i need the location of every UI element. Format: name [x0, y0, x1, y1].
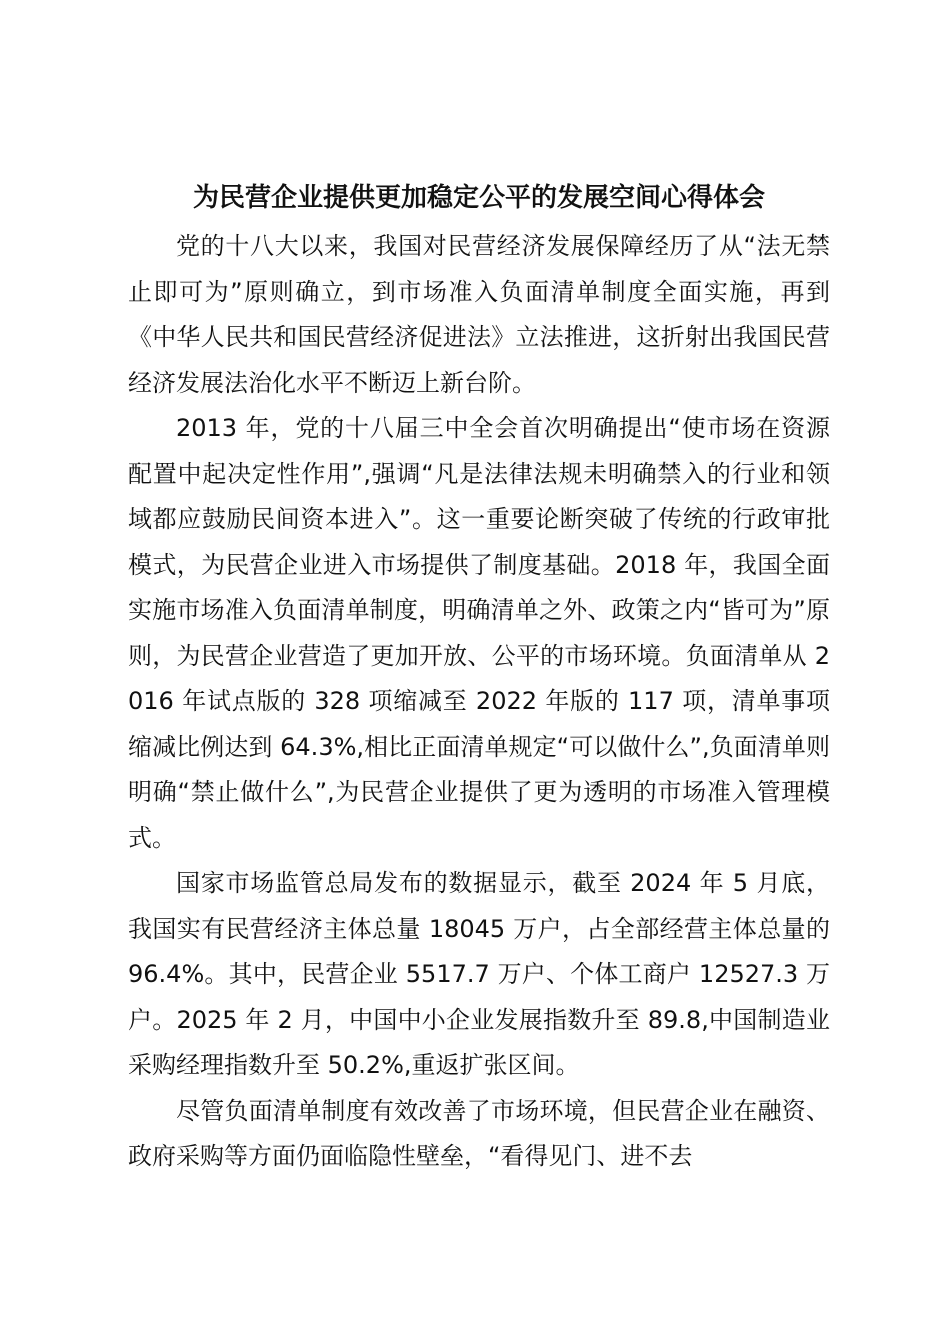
paragraph-1: 党的十八大以来，我国对民营经济发展保障经历了从“法无禁止即可为”原则确立，到市场准入负面清单制度全面实施，再到《中华人民共和国民营经济促进法》立法推进，这折射出我国民营经济发展法治化水平不断迈上新台阶。: [128, 232, 830, 397]
paragraph-2: 2013 年，党的十八届三中全会首次明确提出“使市场在资源配置中起决定性作用”,强调“凡是法律法规未明确禁入的行业和领域都应鼓励民间资本进入”。这一重要论断突破了传统的行政审批模式，为民营企业进入市场提供了制度基础。2018 年，我国全面实施市场准入负面清单制度，明确清单之外、政策之内“皆可为”原则，为民营企业营造了更加开放、公平的市场环境。负面清单从 2016 年试点版的 328 项缩减至 2022 年版的 117 项，清单事项缩减比例达到 64.3%,相比正面清单规定“可以做什么”,负面清单则明确“禁止做什么”,为民营企业提供了更为透明的市场准入管理模式。: [128, 414, 830, 852]
document-title: 为民营企业提供更加稳定公平的发展空间心得体会: [192, 183, 765, 213]
paragraph-3: 国家市场监管总局发布的数据显示，截至 2024 年 5 月底，我国实有民营经济主体总量 18045 万户，占全部经营主体总量的 96.4%。其中，民营企业 5517.7 万户、个体工商户 12527.3 万户。2025 年 2 月，中国中小企业发展指数升至 89.8,中国制造业采购经理指数升至 50.2%,重返扩张区间。: [128, 869, 830, 1079]
paragraph-4: 尽管负面清单制度有效改善了市场环境，但民营企业在融资、政府采购等方面仍面临隐性壁垒，“看得见门、进不去: [128, 1096, 830, 1170]
document-body: [128, 224, 830, 1180]
